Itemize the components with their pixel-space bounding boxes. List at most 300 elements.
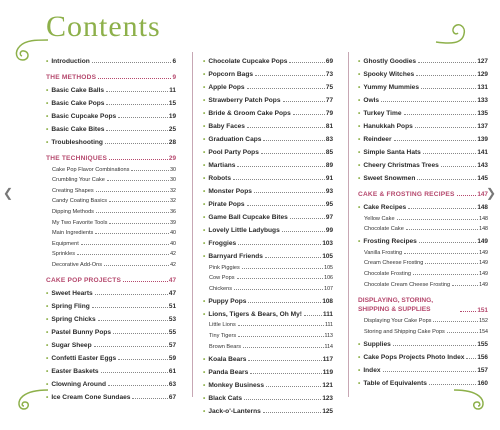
toc-entry[interactable] (358, 130, 488, 143)
toc-entry[interactable] (203, 389, 333, 402)
entry-label: • Clowning Around (46, 381, 107, 388)
page-number: 57 (168, 341, 176, 349)
toc-entry[interactable] (358, 91, 488, 104)
dot-leader (404, 114, 477, 115)
swirl-ornament-icon (6, 30, 50, 66)
dot-leader (109, 223, 169, 224)
page-number: 106 (324, 275, 333, 282)
entry-label: • Basic Cake Balls (46, 87, 105, 94)
dot-leader (98, 320, 168, 321)
dot-leader (282, 231, 325, 232)
entry-label: • Supplies (358, 341, 392, 348)
dot-leader (94, 346, 168, 347)
entry-label: • Black Cats (203, 395, 243, 402)
entry-label: • Easter Baskets (46, 368, 100, 375)
toc-entry[interactable] (203, 318, 333, 329)
toc-entry[interactable] (203, 117, 333, 130)
page-number: 137 (477, 123, 488, 130)
entry-label: • Spooky Witches (358, 71, 415, 78)
toc-entry[interactable] (203, 156, 333, 169)
dot-leader (408, 208, 476, 209)
toc-entry[interactable] (46, 215, 176, 226)
entry-label: Cow Pops (209, 275, 235, 282)
chevron-right-icon[interactable]: ❯ (486, 186, 497, 200)
page-number: 63 (168, 380, 176, 388)
entry-label: • Confetti Easter Eggs (46, 355, 117, 362)
dot-leader (263, 412, 322, 413)
page-number: 30 (170, 166, 176, 173)
dot-leader (248, 302, 321, 303)
page-number: 47 (168, 276, 176, 284)
chevron-left-icon[interactable]: ❮ (3, 186, 14, 200)
page-number: 79 (325, 110, 333, 117)
toc-entry[interactable] (46, 94, 176, 107)
entry-label: Little Lions (209, 322, 236, 329)
entry-label: Sprinkles (52, 251, 76, 258)
entry-label: • Turkey Time (358, 110, 403, 117)
page-number: 113 (324, 332, 333, 339)
page-number: 148 (477, 204, 488, 211)
toc-entry[interactable] (358, 156, 488, 169)
dot-leader (243, 347, 324, 348)
page-number: 121 (322, 381, 333, 389)
dot-leader (132, 398, 167, 399)
entry-label: • Cake Recipes (358, 204, 407, 211)
toc-column-3 (358, 52, 488, 387)
toc-entry[interactable] (203, 52, 333, 65)
entry-label: • Index (358, 367, 382, 374)
dot-leader (290, 218, 325, 219)
dot-leader (452, 285, 478, 286)
entry-label: • Sweet Hearts (46, 290, 94, 297)
entry-label: • Graduation Caps (203, 136, 262, 143)
entry-label: • Cake Pops Projects Photo Index (358, 354, 465, 361)
entry-label: Creating Shapes (52, 187, 94, 194)
toc-entry[interactable] (203, 376, 333, 389)
entry-label: • Spring Chicks (46, 316, 97, 323)
section-heading[interactable] (46, 268, 176, 284)
page-number: 15 (168, 100, 176, 107)
page-number: 152 (479, 318, 488, 325)
entry-label: Chickens (209, 285, 233, 292)
dot-leader (250, 373, 321, 374)
toc-entry[interactable] (203, 247, 333, 260)
dot-leader (283, 101, 325, 102)
entry-label: • Sugar Sheep (46, 342, 93, 349)
entry-label: Displaying Your Cake Pops (364, 318, 432, 325)
entry-label: THE TECHNIQUES (46, 155, 108, 162)
toc-entry[interactable] (203, 143, 333, 156)
dot-leader (404, 253, 478, 254)
toc-entry[interactable] (46, 247, 176, 258)
page-number: 139 (477, 136, 488, 143)
dot-leader (109, 201, 169, 202)
entry-label: Chocolate Cake (364, 226, 404, 233)
toc-entry[interactable] (203, 271, 333, 282)
dot-leader (261, 153, 325, 154)
dot-leader (421, 88, 476, 89)
toc-entry[interactable] (46, 52, 176, 65)
dot-leader (237, 166, 324, 167)
dot-leader (77, 254, 169, 255)
toc-entry[interactable] (203, 328, 333, 339)
entry-label: CAKE & FROSTING RECIPES (358, 191, 455, 198)
toc-entry[interactable] (358, 374, 488, 387)
dot-leader (466, 358, 476, 359)
toc-column-2 (203, 52, 333, 415)
toc-entry[interactable] (46, 194, 176, 205)
dot-leader (433, 321, 478, 322)
dot-leader (131, 170, 169, 171)
entry-label: • Lions, Tigers & Bears, Oh My! (203, 311, 303, 318)
toc-entry[interactable] (203, 339, 333, 350)
dot-leader (415, 127, 477, 128)
dot-leader (238, 336, 323, 337)
entry-label: • Froggies (203, 240, 237, 247)
entry-label: • Cheery Christmas Trees (358, 162, 440, 169)
page-number: 93 (325, 188, 333, 195)
dot-leader (101, 372, 168, 373)
page-number: 149 (479, 260, 488, 267)
toc-entry[interactable] (46, 173, 176, 184)
toc-entry[interactable] (46, 297, 176, 310)
toc-entry[interactable] (358, 169, 488, 182)
dot-leader (105, 143, 168, 144)
page-number: 30 (170, 177, 176, 184)
toc-entry[interactable] (358, 222, 488, 233)
dot-leader (247, 88, 325, 89)
entry-label: Pink Piggies (209, 264, 240, 271)
entry-label: • Monster Pops (203, 188, 253, 195)
toc-entry[interactable] (46, 284, 176, 297)
dot-leader (107, 180, 169, 181)
page-number: 29 (168, 155, 176, 162)
toc-entry[interactable] (203, 350, 333, 363)
toc-entry[interactable] (358, 245, 488, 256)
dot-leader (118, 117, 168, 118)
page-number: 129 (477, 71, 488, 78)
dot-leader (238, 244, 321, 245)
page-number: 123 (322, 394, 333, 402)
toc-entry[interactable] (46, 226, 176, 237)
toc-entry[interactable] (203, 260, 333, 271)
entry-label: • Basic Cake Bites (46, 126, 105, 133)
page-number: 19 (168, 113, 176, 120)
toc-entry[interactable] (358, 104, 488, 117)
toc-entry[interactable] (203, 402, 333, 415)
page-number: 148 (479, 215, 488, 222)
toc-entry[interactable] (358, 335, 488, 348)
toc-entry[interactable] (46, 81, 176, 94)
dot-leader (394, 140, 477, 141)
column-divider (192, 52, 193, 397)
page-number: 133 (477, 97, 488, 104)
page-number: 32 (170, 187, 176, 194)
entry-label: Cream Cheese Frosting (364, 260, 424, 267)
page-number: 135 (477, 110, 488, 117)
dot-leader (92, 62, 172, 63)
page-number: 42 (170, 261, 176, 268)
page-number: 85 (325, 149, 333, 156)
section-heading[interactable] (46, 146, 176, 162)
dot-leader (108, 385, 168, 386)
page-number: 11 (169, 87, 176, 94)
dot-leader (248, 360, 321, 361)
section-heading[interactable] (358, 288, 488, 314)
entry-label: • Frosting Recipes (358, 238, 418, 245)
page-number: 40 (170, 230, 176, 237)
dot-leader (457, 195, 477, 196)
page-number: 156 (477, 353, 488, 361)
toc-entry[interactable] (203, 91, 333, 104)
entry-label: • Introduction (46, 58, 91, 65)
page-number: 141 (477, 149, 488, 156)
swirl-ornament-icon (6, 384, 50, 418)
entry-label: Main Ingredients (52, 230, 94, 237)
entry-label: • Strawberry Patch Pops (203, 97, 282, 104)
toc-entry[interactable] (203, 305, 333, 318)
toc-entry[interactable] (358, 277, 488, 288)
page-number: 149 (479, 270, 488, 277)
page-number: 119 (322, 368, 333, 376)
page-number: 157 (477, 366, 488, 374)
page-number: 32 (170, 198, 176, 205)
dot-leader (263, 140, 324, 141)
toc-entry[interactable] (46, 375, 176, 388)
toc-entry[interactable] (358, 324, 488, 335)
toc-entry[interactable] (46, 349, 176, 362)
dot-leader (98, 78, 171, 79)
entry-label: • Monkey Business (203, 382, 265, 389)
entry-label: CAKE POP PROJECTS (46, 276, 122, 284)
dot-leader (247, 205, 325, 206)
dot-leader (265, 257, 321, 258)
toc-entry[interactable] (358, 361, 488, 374)
dot-leader (81, 244, 169, 245)
dot-leader (397, 219, 479, 220)
page-number: 25 (168, 126, 176, 133)
page-number: 6 (172, 58, 176, 65)
page-number: 95 (325, 201, 333, 208)
toc-entry[interactable] (203, 208, 333, 221)
dot-leader (96, 212, 169, 213)
dot-leader (289, 62, 324, 63)
toc-entry[interactable] (46, 204, 176, 215)
toc-entry[interactable] (203, 130, 333, 143)
entry-label: • Barnyard Friends (203, 253, 264, 260)
section-heading[interactable] (358, 182, 488, 198)
page-number: 147 (477, 191, 488, 198)
toc-entry[interactable] (358, 52, 488, 65)
entry-label: • Owls (358, 97, 380, 104)
toc-entry[interactable] (46, 236, 176, 247)
toc-entry[interactable] (203, 195, 333, 208)
toc-entry[interactable] (203, 234, 333, 247)
dot-leader (255, 75, 325, 76)
entry-label: Dipping Methods (52, 208, 94, 215)
page-number: 103 (322, 240, 333, 247)
dot-leader (234, 289, 323, 290)
dot-leader (123, 281, 168, 282)
entry-label: • Table of Equivalents (358, 380, 428, 387)
entry-label: Vanilla Frosting (364, 249, 403, 256)
dot-leader (423, 153, 476, 154)
page-number: 108 (322, 297, 333, 305)
page-number: 105 (322, 253, 333, 260)
entry-label: • Reindeer (358, 136, 393, 143)
entry-label: • Simple Santa Hats (358, 149, 422, 156)
toc-entry[interactable] (46, 183, 176, 194)
toc-entry[interactable] (358, 143, 488, 156)
section-heading[interactable] (46, 65, 176, 81)
dot-leader (104, 265, 169, 266)
entry-label: Yellow Cake (364, 215, 395, 222)
page-number: 97 (325, 214, 333, 221)
dot-leader (106, 91, 168, 92)
toc-entry[interactable] (358, 314, 488, 325)
entry-label: • Popcorn Bags (203, 71, 254, 78)
toc-entry[interactable] (46, 336, 176, 349)
entry-label: • Jack-o'-Lanterns (203, 408, 262, 415)
dot-leader (416, 75, 476, 76)
page-number: 111 (323, 310, 333, 318)
toc-entry[interactable] (358, 78, 488, 91)
toc-entry[interactable] (203, 78, 333, 91)
entry-label: • Hanukkah Pops (358, 123, 414, 130)
page-number: 105 (324, 264, 333, 271)
entry-label: • Koala Bears (203, 356, 247, 363)
entry-label: My Two Favorite Tools (52, 219, 108, 226)
toc-entry[interactable] (203, 221, 333, 234)
entry-label: DISPLAYING, STORING, SHIPPING & SUPPLIES (358, 296, 434, 313)
toc-entry[interactable] (46, 388, 176, 401)
toc-entry[interactable] (203, 281, 333, 292)
entry-label: • Panda Bears (203, 369, 249, 376)
dot-leader (419, 242, 477, 243)
toc-entry[interactable] (203, 65, 333, 78)
entry-label: • Yummy Mummies (358, 84, 420, 91)
toc-entry[interactable] (358, 348, 488, 361)
page-number: 42 (170, 251, 176, 258)
dot-leader (418, 62, 476, 63)
dot-leader (393, 345, 477, 346)
dot-leader (95, 294, 168, 295)
entry-label: • Puppy Pops (203, 298, 247, 305)
toc-entry[interactable] (46, 362, 176, 375)
page-title: Contents (46, 10, 161, 43)
toc-entry[interactable] (46, 107, 176, 120)
dot-leader (441, 166, 477, 167)
entry-label: • Pool Party Pops (203, 149, 260, 156)
toc-entry[interactable] (46, 257, 176, 268)
dot-leader (118, 359, 168, 360)
page-number: 89 (325, 162, 333, 169)
entry-label: • Bride & Groom Cake Pops (203, 110, 292, 117)
toc-entry[interactable] (203, 169, 333, 182)
entry-label: Candy Coating Basics (52, 198, 108, 205)
dot-leader (247, 127, 325, 128)
page-number: 81 (325, 123, 333, 130)
column-divider (348, 52, 349, 397)
toc-entry[interactable] (203, 292, 333, 305)
toc-entry[interactable] (46, 162, 176, 173)
dot-leader (95, 233, 169, 234)
dot-leader (106, 130, 167, 131)
page-number: 73 (325, 71, 333, 78)
entry-label: Equipment (52, 240, 79, 247)
entry-label: Cake Pop Flavor Combinations (52, 166, 130, 173)
page-number: 149 (477, 238, 488, 246)
entry-label: • Lovely Little Ladybugs (203, 227, 281, 234)
toc-entry[interactable] (358, 65, 488, 78)
entry-label: • Robots (203, 175, 232, 182)
page-number: 51 (168, 302, 176, 310)
dot-leader (304, 315, 322, 316)
page-number: 125 (322, 407, 333, 415)
toc-entry[interactable] (203, 182, 333, 195)
page-number: 148 (479, 226, 488, 233)
page-number: 114 (324, 343, 333, 350)
toc-entry[interactable] (203, 363, 333, 376)
page-number: 36 (170, 208, 176, 215)
toc-entry[interactable] (46, 120, 176, 133)
toc-entry[interactable] (46, 133, 176, 146)
page-number: 55 (168, 328, 176, 336)
toc-entry[interactable] (358, 256, 488, 267)
toc-entry[interactable] (358, 232, 488, 245)
page-number: 154 (479, 328, 488, 335)
page-number: 151 (477, 306, 488, 314)
page-number: 39 (170, 219, 176, 226)
dot-leader (425, 263, 478, 264)
dot-leader (238, 325, 324, 326)
entry-label: • Pirate Pops (203, 201, 246, 208)
toc-entry[interactable] (358, 198, 488, 211)
dot-leader (447, 332, 478, 333)
page-number: 83 (325, 136, 333, 143)
entry-label: Chocolate Frosting (364, 270, 411, 277)
toc-entry[interactable] (358, 266, 488, 277)
toc-entry[interactable] (358, 211, 488, 222)
entry-label: Brown Bears (209, 343, 242, 350)
dot-leader (460, 311, 476, 312)
page-number: 149 (479, 281, 488, 288)
toc-entry[interactable] (358, 117, 488, 130)
toc-entry[interactable] (203, 104, 333, 117)
toc-entry[interactable] (46, 310, 176, 323)
toc-entry[interactable] (46, 323, 176, 336)
page-number: 131 (477, 84, 488, 91)
dot-leader (233, 179, 325, 180)
page-number: 53 (168, 315, 176, 323)
dot-leader (109, 159, 168, 160)
dot-leader (293, 114, 325, 115)
entry-label: • Ice Cream Cone Sundaes (46, 394, 131, 401)
entry-label: THE METHODS (46, 74, 97, 81)
dot-leader (244, 399, 321, 400)
entry-label: Crumbling Your Cake (52, 177, 105, 184)
dot-leader (417, 179, 476, 180)
page-number: 28 (168, 139, 176, 146)
page-number: 143 (477, 162, 488, 169)
dot-leader (237, 278, 324, 279)
swirl-ornament-icon (452, 384, 496, 418)
dot-leader (429, 384, 476, 385)
page-number: 67 (168, 393, 176, 401)
page-number: 9 (172, 74, 176, 81)
dot-leader (381, 101, 476, 102)
entry-label: • Spring Fling (46, 303, 91, 310)
